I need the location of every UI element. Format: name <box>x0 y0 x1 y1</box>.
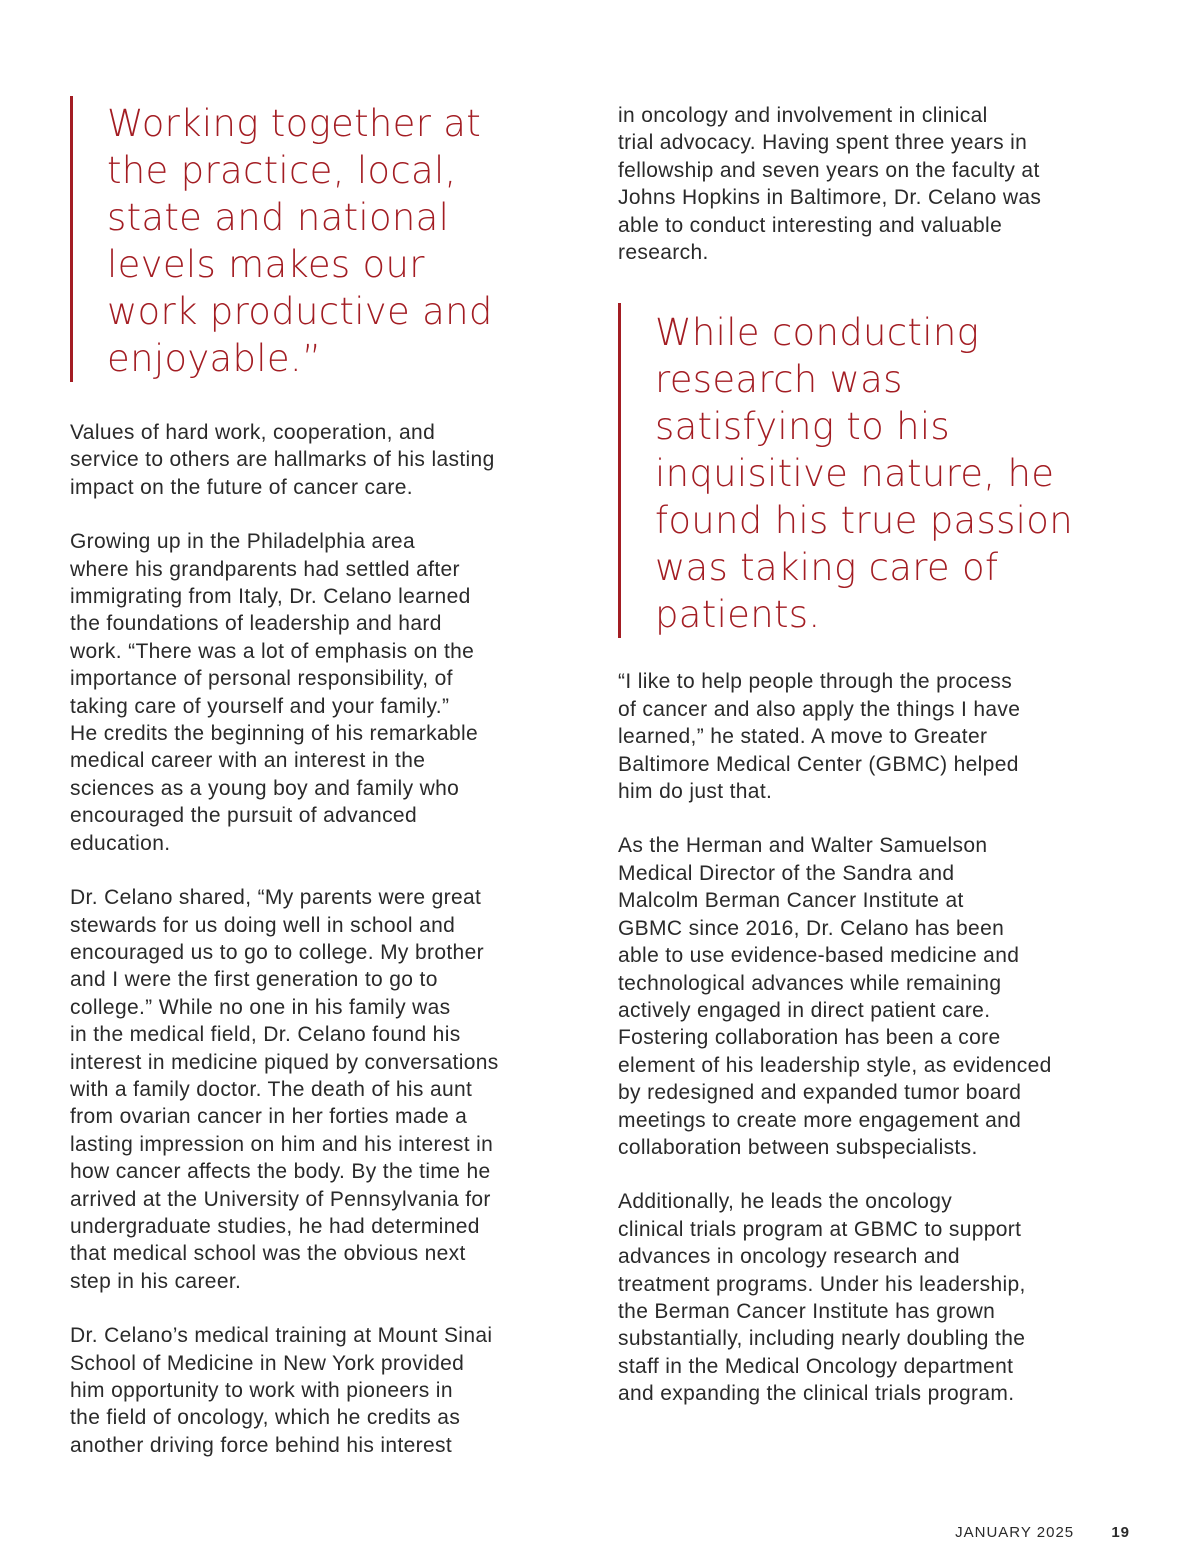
paragraph: Additionally, he leads the oncology clinical trials program at GBMC to support advances in oncology research and treatment programs. Under his leadership, the Berman Cancer Institute has grown substantially, including nearly doubling the staff in the Medical Oncology department and expanding the clinical trials program. <box>618 1190 1026 1406</box>
page-number: 19 <box>1111 1524 1130 1541</box>
paragraph: Dr. Celano shared, “My parents were great stewards for us doing well in school and encouraged us to go to college. My brother and I were the first generation to go to college.” While no one in his family was in the medical field, Dr. Celano found his interest in medicine piqued by conversations with a family doctor. The death of his aunt from ovarian cancer in her forties made a lasting impression on him and his interest in how cancer affects the body. By the time he arrived at the University of Pennsylvania for undergraduate studies, he had determined that medical school was the obvious next step in his career. <box>70 886 499 1293</box>
paragraph: Values of hard work, cooperation, and service to others are hallmarks of his lasting impact on the future of cancer care. <box>70 421 495 499</box>
page-footer <box>955 1524 1130 1541</box>
pull-quote-right-text: While conducting research was satisfying to his inquisitive nature, he found his true passion was taking care of patients. <box>655 311 1073 637</box>
paragraph: As the Herman and Walter Samuelson Medical Director of the Sandra and Malcolm Berman Cancer Institute at GBMC since 2016, Dr. Celano has been able to use evidence-based medicine and technological advances while remaining actively engaged in direct patient care. Fostering collaboration has been a core element of his leadership style, as evidenced by redesigned and expanded tumor board meetings to create more engagement and collaboration between subspecialists. <box>618 834 1052 1159</box>
left-column <box>70 96 560 1486</box>
pull-quote-right <box>618 303 1108 638</box>
pull-quote-left-text: Working together at the practice, local, state and national levels makes our work productive and enjoyable.” <box>107 102 493 380</box>
paragraph-continued: in oncology and involvement in clinical trial advocacy. Having spent three years in fellowship and seven years on the faculty at Johns Hopkins in Baltimore, Dr. Celano was able to conduct interesting and valuable research. <box>618 104 1042 265</box>
issue-date: JANUARY 2025 <box>955 1524 1075 1541</box>
pull-quote-left <box>70 96 560 382</box>
right-column <box>618 102 1108 1435</box>
paragraph: “I like to help people through the process of cancer and also apply the things I have learned,” he stated. A move to Greater Baltimore Medical Center (GBMC) helped him do just that. <box>618 670 1021 804</box>
paragraph: Growing up in the Philadelphia area where his grandparents had settled after immigrating from Italy, Dr. Celano learned the foundations of leadership and hard work. “There was a lot of emphasis on the importance of personal responsibility, of taking care of yourself and your family.” He credits the beginning of his remarkable medical career with an interest in the sciences as a young boy and family who encouraged the pursuit of advanced education. <box>70 530 479 855</box>
paragraph: Dr. Celano’s medical training at Mount Sinai School of Medicine in New York provided him opportunity to work with pioneers in the field of oncology, which he credits as another driving force behind his interest <box>70 1324 493 1457</box>
